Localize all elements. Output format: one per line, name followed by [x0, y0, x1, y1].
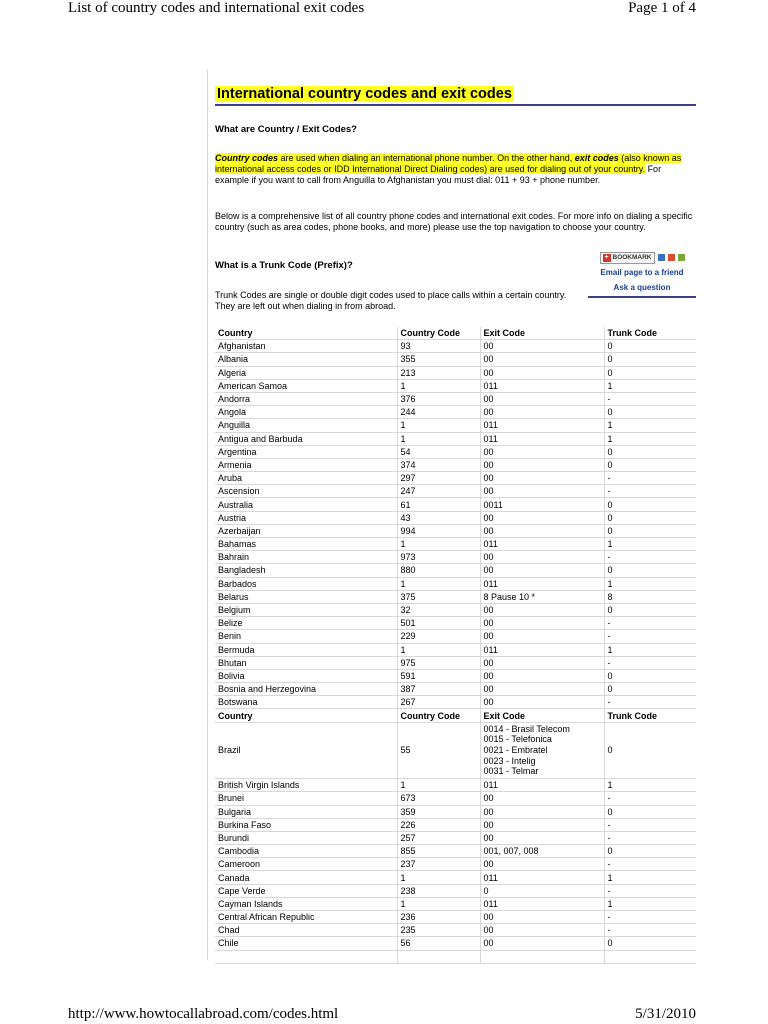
- bookmark-button[interactable]: [600, 252, 655, 264]
- cell-country: Cayman Islands: [215, 897, 397, 910]
- exit-line: 0021 - Embratel: [483, 745, 548, 756]
- cell-country: Brunei: [215, 792, 397, 805]
- table-row: [215, 831, 696, 844]
- cell-country: Algeria: [215, 366, 397, 379]
- cell-trunk-code: 0: [604, 845, 696, 858]
- cell-country-code: 54: [397, 445, 480, 458]
- bookmark-label: BOOKMARK: [612, 254, 652, 261]
- cell-trunk-code: -: [604, 818, 696, 831]
- cell-country: Bolivia: [215, 669, 397, 682]
- email-page-link[interactable]: Email page to a friend: [600, 268, 684, 277]
- cell-trunk-code: -: [604, 792, 696, 805]
- table-row: [215, 845, 696, 858]
- table-row: [215, 406, 696, 419]
- cell-country-code: 376: [397, 392, 480, 405]
- table-row: [215, 590, 696, 603]
- tail-cell: [397, 950, 480, 963]
- cell-country-code: 1: [397, 897, 480, 910]
- intro-highlight: [215, 153, 681, 174]
- cell-exit-code: 00: [480, 696, 604, 709]
- cell-country: Bosnia and Herzegovina: [215, 683, 397, 696]
- bookmark-bar: [588, 251, 696, 264]
- cell-exit-code: 00: [480, 818, 604, 831]
- cell-trunk-code: 0: [604, 340, 696, 353]
- cell-trunk-code: -: [604, 551, 696, 564]
- tail-cell: [604, 950, 696, 963]
- cell-exit-code: 00: [480, 392, 604, 405]
- cell-exit-code: 00: [480, 603, 604, 616]
- cell-exit-code: 00: [480, 924, 604, 937]
- cell-country-code: 55: [397, 722, 480, 779]
- cell-country-code: 1: [397, 379, 480, 392]
- cell-country: Azerbaijan: [215, 524, 397, 537]
- cell-trunk-code: -: [604, 617, 696, 630]
- col-country-code-header: Country Code: [397, 327, 480, 340]
- cell-country: Chad: [215, 924, 397, 937]
- cell-trunk-code: -: [604, 884, 696, 897]
- cell-exit-code: 00: [480, 831, 604, 844]
- cell-country-code: 1: [397, 432, 480, 445]
- table-row: [215, 524, 696, 537]
- cell-trunk-code: 1: [604, 432, 696, 445]
- cell-trunk-code: 0: [604, 937, 696, 950]
- cell-country: Belarus: [215, 590, 397, 603]
- cell-trunk-code: 1: [604, 419, 696, 432]
- table-row: [215, 818, 696, 831]
- cell-country: Argentina: [215, 445, 397, 458]
- cell-exit-code: 00: [480, 805, 604, 818]
- cell-country: Botswana: [215, 696, 397, 709]
- cell-country-code: 213: [397, 366, 480, 379]
- col-trunk-code-header: Trunk Code: [604, 327, 696, 340]
- table-row: [215, 538, 696, 551]
- table-row: [215, 669, 696, 682]
- cell-country: Bahrain: [215, 551, 397, 564]
- cell-trunk-code: -: [604, 472, 696, 485]
- cell-country: Cambodia: [215, 845, 397, 858]
- cell-country: Chile: [215, 937, 397, 950]
- cell-country: Central African Republic: [215, 911, 397, 924]
- cell-country: Bahamas: [215, 538, 397, 551]
- table-row: [215, 858, 696, 871]
- table-header-row-repeat: [215, 709, 696, 722]
- table-row: [215, 603, 696, 616]
- sidebar-actions: [588, 251, 696, 298]
- what-are-codes-heading: What are Country / Exit Codes?: [215, 124, 357, 135]
- cell-trunk-code: -: [604, 831, 696, 844]
- col-exit-code-header: Exit Code: [480, 709, 604, 722]
- cell-country-code: 237: [397, 858, 480, 871]
- cell-exit-code: 0: [480, 884, 604, 897]
- cell-exit-code: 00: [480, 564, 604, 577]
- cell-country-code: 1: [397, 871, 480, 884]
- cell-country-code: 297: [397, 472, 480, 485]
- cell-country-code: 235: [397, 924, 480, 937]
- cell-exit-code: 00: [480, 911, 604, 924]
- below-paragraph: Below is a comprehensive list of all country phone codes and international exit codes. For more info on dialing a specific country (such as area codes, phone books, and more) please use the top navigation to choose your country.: [215, 211, 693, 232]
- cell-country-code: 1: [397, 577, 480, 590]
- cell-trunk-code: 8: [604, 590, 696, 603]
- cell-trunk-code: -: [604, 858, 696, 871]
- table-row: [215, 884, 696, 897]
- cell-exit-code: 011: [480, 379, 604, 392]
- cell-country: Bermuda: [215, 643, 397, 656]
- cell-country: Cape Verde: [215, 884, 397, 897]
- cell-country: Armenia: [215, 458, 397, 471]
- cell-exit-code: 011: [480, 538, 604, 551]
- cell-trunk-code: 0: [604, 805, 696, 818]
- cell-exit-code: 011: [480, 871, 604, 884]
- table-row: [215, 696, 696, 709]
- cell-trunk-code: -: [604, 392, 696, 405]
- cell-trunk-code: 1: [604, 871, 696, 884]
- table-body-a: [215, 340, 696, 709]
- cell-country-code: 359: [397, 805, 480, 818]
- cell-exit-code: 00: [480, 683, 604, 696]
- cell-country-code: 267: [397, 696, 480, 709]
- cell-trunk-code: 0: [604, 564, 696, 577]
- table-row: [215, 432, 696, 445]
- cell-country-code: 43: [397, 511, 480, 524]
- col-exit-code-header: Exit Code: [480, 327, 604, 340]
- cell-country-code: 61: [397, 498, 480, 511]
- cell-country-code: 244: [397, 406, 480, 419]
- cell-trunk-code: 1: [604, 643, 696, 656]
- table-row: [215, 792, 696, 805]
- cell-country-code: 93: [397, 340, 480, 353]
- table-row: [215, 485, 696, 498]
- table-row: [215, 498, 696, 511]
- cell-exit-code: 00: [480, 353, 604, 366]
- cell-trunk-code: 0: [604, 445, 696, 458]
- tail-cell: [215, 950, 397, 963]
- col-country-header: Country: [215, 327, 397, 340]
- cell-trunk-code: 1: [604, 577, 696, 590]
- cell-country-code: 355: [397, 353, 480, 366]
- cell-trunk-code: 1: [604, 379, 696, 392]
- table-row: [215, 911, 696, 924]
- article-content: [215, 86, 696, 949]
- exit-line: 0023 - Intelig: [483, 755, 536, 766]
- cell-trunk-code: -: [604, 656, 696, 669]
- cell-trunk-code: 0: [604, 524, 696, 537]
- cell-trunk-code: 0: [604, 683, 696, 696]
- cell-exit-code: 00: [480, 472, 604, 485]
- intro-text-2: (also known as international access codes or IDD International Direct Dialing codes) are used for dialing out of your country.: [215, 153, 682, 174]
- cell-country-code: 501: [397, 617, 480, 630]
- page-title: [215, 86, 696, 106]
- cell-country: Afghanistan: [215, 340, 397, 353]
- cell-exit-code: 011: [480, 577, 604, 590]
- cell-country-code: 374: [397, 458, 480, 471]
- cell-exit-code: 00: [480, 937, 604, 950]
- cell-exit-code: 00: [480, 524, 604, 537]
- table-row: [215, 458, 696, 471]
- cell-exit-code: 00: [480, 551, 604, 564]
- table-row: [215, 779, 696, 792]
- cell-country: Canada: [215, 871, 397, 884]
- cell-country-code: 247: [397, 485, 480, 498]
- col-trunk-code-header: Trunk Code: [604, 709, 696, 722]
- cell-country: Cameroon: [215, 858, 397, 871]
- cell-country: Brazil: [215, 722, 397, 779]
- cell-country: Benin: [215, 630, 397, 643]
- table-row: [215, 379, 696, 392]
- cell-country: Bulgaria: [215, 805, 397, 818]
- sidebar-divider: [588, 296, 696, 298]
- cell-trunk-code: 0: [604, 406, 696, 419]
- cell-country-code: 855: [397, 845, 480, 858]
- table-row: [215, 472, 696, 485]
- content-left-rule: [207, 70, 208, 960]
- cell-trunk-code: 0: [604, 669, 696, 682]
- cell-trunk-code: 0: [604, 603, 696, 616]
- cell-trunk-code: 1: [604, 897, 696, 910]
- print-footer-url: http://www.howtocallabroad.com/codes.html: [68, 1006, 339, 1022]
- table-row: [215, 656, 696, 669]
- cell-country-code: 1: [397, 643, 480, 656]
- cell-exit-code: 00: [480, 406, 604, 419]
- intro-text-1: are used when dialing an international phone number. On the other hand,: [278, 153, 575, 163]
- cell-country-code: 1: [397, 538, 480, 551]
- cell-country: Bangladesh: [215, 564, 397, 577]
- cell-country: Barbados: [215, 577, 397, 590]
- table-row: [215, 924, 696, 937]
- cell-trunk-code: 0: [604, 511, 696, 524]
- table-row: [215, 366, 696, 379]
- print-page-number: Page 1 of 4: [628, 0, 696, 16]
- cell-country-code: 1: [397, 419, 480, 432]
- table-row: [215, 630, 696, 643]
- cell-exit-code: 00: [480, 630, 604, 643]
- cell-exit-code: 00: [480, 669, 604, 682]
- table-row: [215, 353, 696, 366]
- exit-line: 0015 - Telefonica: [483, 734, 552, 745]
- cell-country: Australia: [215, 498, 397, 511]
- cell-country-code: 975: [397, 656, 480, 669]
- cell-exit-code: 00: [480, 445, 604, 458]
- table-header-row: [215, 327, 696, 340]
- cell-country-code: 387: [397, 683, 480, 696]
- cell-exit-code: 0011: [480, 498, 604, 511]
- cell-exit-code: 011: [480, 779, 604, 792]
- cell-country-code: 229: [397, 630, 480, 643]
- cell-exit-code: 00: [480, 656, 604, 669]
- exit-line: 0014 - Brasil Telecom: [483, 723, 570, 734]
- cell-exit-code: 00: [480, 617, 604, 630]
- cell-country: Anguilla: [215, 419, 397, 432]
- cell-country-code: 56: [397, 937, 480, 950]
- cell-country-code: 375: [397, 590, 480, 603]
- cell-country: British Virgin Islands: [215, 779, 397, 792]
- cell-exit-code: 00: [480, 858, 604, 871]
- cell-trunk-code: -: [604, 911, 696, 924]
- cell-exit-code: 00: [480, 792, 604, 805]
- table-row: [215, 897, 696, 910]
- cell-exit-code: 011: [480, 419, 604, 432]
- tail-cell: [480, 950, 604, 963]
- table-row: [215, 564, 696, 577]
- cell-trunk-code: 0: [604, 458, 696, 471]
- cell-trunk-code: 1: [604, 779, 696, 792]
- country-codes-term: Country codes: [215, 153, 279, 163]
- digg-icon[interactable]: [668, 254, 675, 261]
- cell-country: Burkina Faso: [215, 818, 397, 831]
- cell-country-code: 32: [397, 603, 480, 616]
- exit-codes-term: exit codes: [574, 153, 619, 163]
- table-row: [215, 805, 696, 818]
- table-row: [215, 511, 696, 524]
- cell-trunk-code: -: [604, 696, 696, 709]
- exit-line: 0031 - Telmar: [483, 766, 539, 777]
- col-country-code-header: Country Code: [397, 709, 480, 722]
- cell-country-code: 591: [397, 669, 480, 682]
- cell-country: Ascension: [215, 485, 397, 498]
- cell-country-code: 236: [397, 911, 480, 924]
- cell-trunk-code: -: [604, 924, 696, 937]
- cell-exit-code: 00: [480, 340, 604, 353]
- print-header-title: List of country codes and international exit codes: [68, 0, 365, 16]
- table-row: [215, 419, 696, 432]
- table-row: [215, 392, 696, 405]
- table-tail: [215, 950, 696, 963]
- table-row: [215, 340, 696, 353]
- ask-question-link[interactable]: Ask a question: [613, 283, 671, 292]
- cell-country-code: 257: [397, 831, 480, 844]
- cell-country-code: 238: [397, 884, 480, 897]
- trunk-code-heading: What is a Trunk Code (Prefix)?: [215, 260, 353, 271]
- cell-trunk-code: 0: [604, 353, 696, 366]
- trunk-code-paragraph: Trunk Codes are single or double digit codes used to place calls within a certain country. They are left out when dialing in from abroad.: [215, 290, 567, 311]
- cell-trunk-code: -: [604, 630, 696, 643]
- plus-icon: +: [604, 253, 609, 261]
- table-row: [215, 937, 696, 950]
- print-header: [68, 0, 696, 22]
- cell-country-code: 226: [397, 818, 480, 831]
- cell-exit-code: 00: [480, 366, 604, 379]
- cell-country: Bhutan: [215, 656, 397, 669]
- table-row: [215, 551, 696, 564]
- cell-trunk-code: 0: [604, 498, 696, 511]
- country-codes-table: [215, 327, 696, 964]
- delicious-icon[interactable]: [658, 254, 665, 261]
- table-tail-row: [215, 950, 696, 963]
- intro-paragraph: [215, 153, 696, 186]
- cell-exit-code: 00: [480, 511, 604, 524]
- cell-exit-code: 8 Pause 10 *: [480, 590, 604, 603]
- cell-country: Austria: [215, 511, 397, 524]
- table-row: [215, 617, 696, 630]
- cell-country-code: 994: [397, 524, 480, 537]
- cell-country: Angola: [215, 406, 397, 419]
- cell-country-code: 880: [397, 564, 480, 577]
- cell-trunk-code: 0: [604, 722, 696, 779]
- col-country-header: Country: [215, 709, 397, 722]
- cell-exit-code: 001, 007, 008: [480, 845, 604, 858]
- cell-country-code: 973: [397, 551, 480, 564]
- table-row: [215, 643, 696, 656]
- cell-country: Aruba: [215, 472, 397, 485]
- page-title-text: International country codes and exit codes: [217, 86, 512, 102]
- cell-country: American Samoa: [215, 379, 397, 392]
- cell-country: Belgium: [215, 603, 397, 616]
- cell-trunk-code: 1: [604, 538, 696, 551]
- table-body-b: [215, 779, 696, 950]
- table-row: [215, 722, 696, 779]
- cell-country: Albania: [215, 353, 397, 366]
- cell-country: Antigua and Barbuda: [215, 432, 397, 445]
- cell-exit-code: 00: [480, 485, 604, 498]
- print-footer: [68, 1006, 696, 1024]
- table-row: [215, 683, 696, 696]
- cell-exit-code: 00: [480, 458, 604, 471]
- cell-exit-code: [480, 722, 604, 779]
- cell-exit-code: 011: [480, 432, 604, 445]
- table-row: [215, 445, 696, 458]
- cell-trunk-code: -: [604, 485, 696, 498]
- cell-country-code: 673: [397, 792, 480, 805]
- table-body-mid: [215, 709, 696, 779]
- cell-exit-code: 011: [480, 897, 604, 910]
- print-footer-date: 5/31/2010: [635, 1006, 696, 1022]
- cell-country: Andorra: [215, 392, 397, 405]
- table-row: [215, 871, 696, 884]
- cell-country: Burundi: [215, 831, 397, 844]
- cell-country-code: 1: [397, 779, 480, 792]
- cell-exit-code: 011: [480, 643, 604, 656]
- stumble-icon[interactable]: [678, 254, 685, 261]
- cell-country: Belize: [215, 617, 397, 630]
- intro-text-3: For example if you want to call from Anguilla to Afghanistan you must dial: 011 + 93 + phone number.: [215, 164, 662, 185]
- table-row: [215, 577, 696, 590]
- cell-trunk-code: 0: [604, 366, 696, 379]
